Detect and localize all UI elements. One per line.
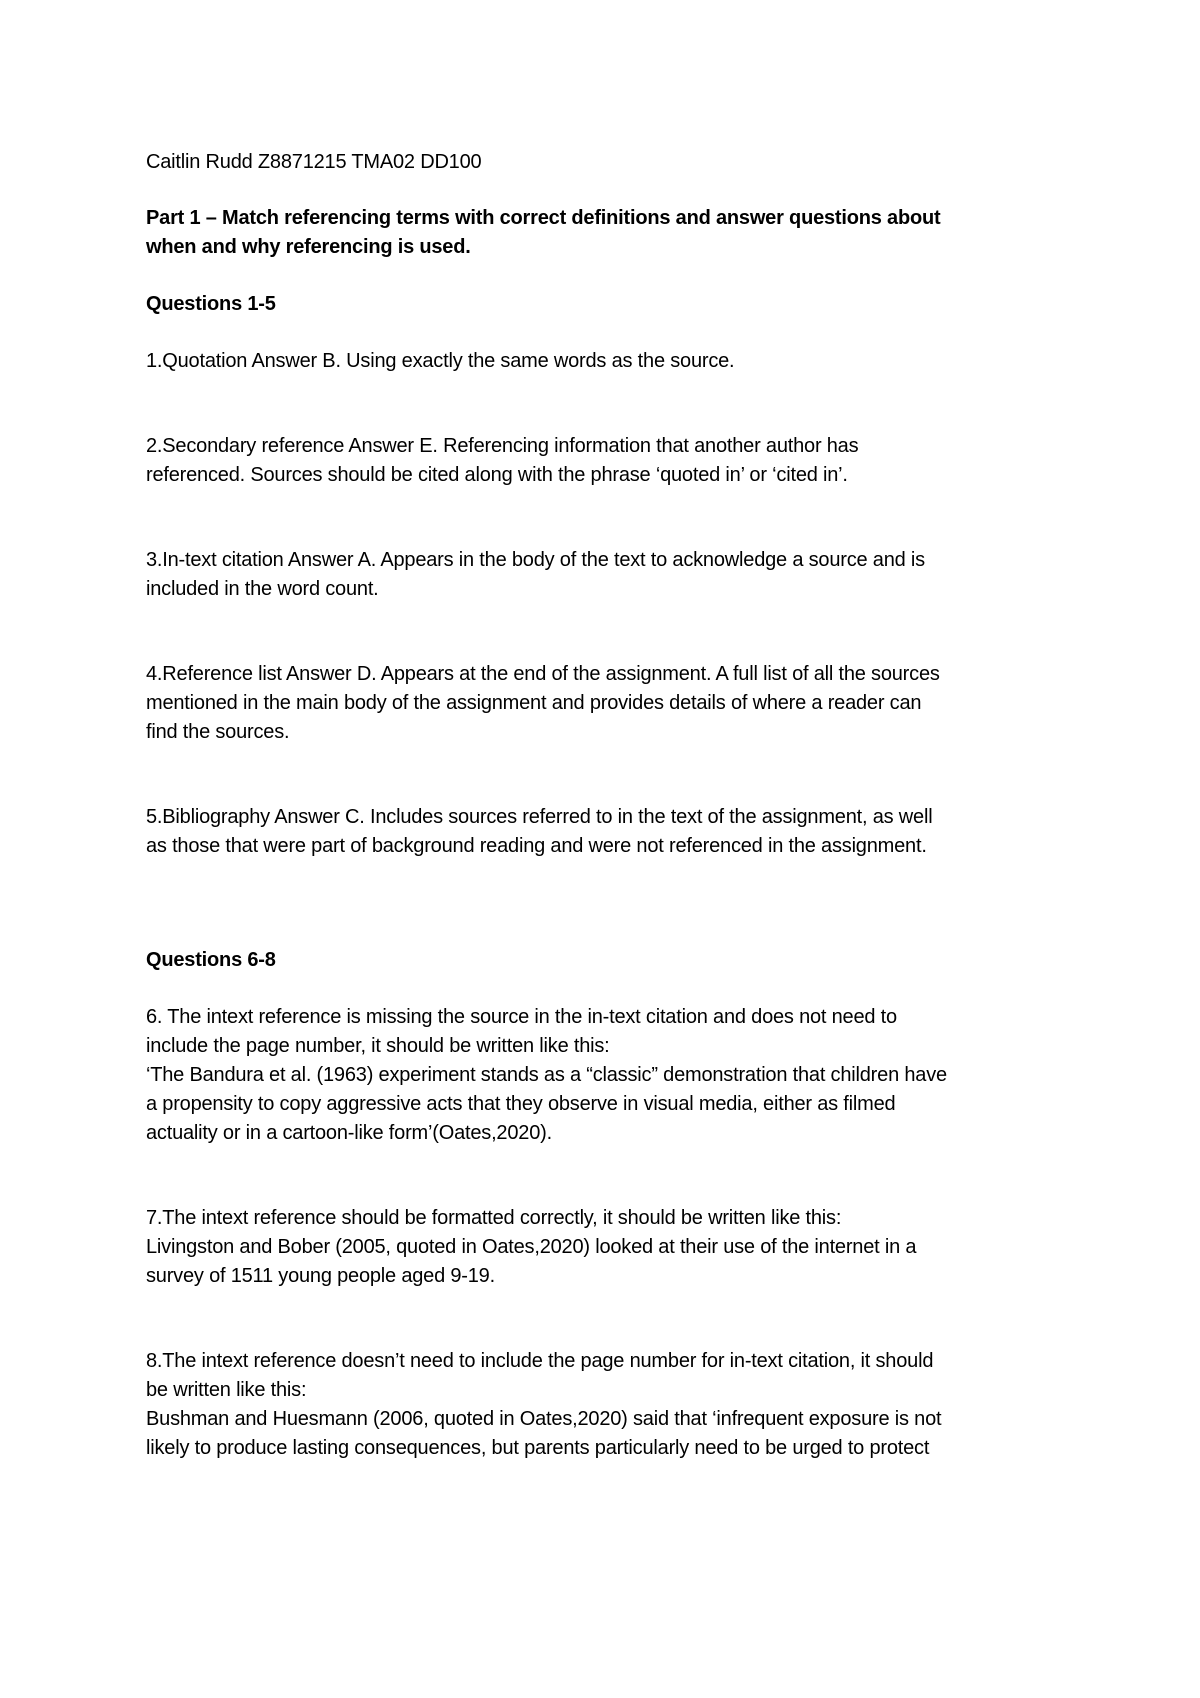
answer-5-line-1: 5.Bibliography Answer C. Includes sources referred to in the text of the assignment, as well — [146, 806, 933, 828]
questions-1-5-heading: Questions 1-5 — [146, 293, 276, 315]
answer-6-line-5: actuality or in a cartoon-like form’(Oates,2020). — [146, 1122, 552, 1144]
answer-6-line-3: ‘The Bandura et al. (1963) experiment stands as a “classic” demonstration that children have — [146, 1064, 947, 1086]
part1-heading-line-2: when and why referencing is used. — [146, 236, 471, 258]
answer-8-line-1: 8.The intext reference doesn’t need to include the page number for in-text citation, it should — [146, 1350, 934, 1372]
questions-6-8-heading: Questions 6-8 — [146, 949, 276, 971]
answer-7-line-1: 7.The intext reference should be formatted correctly, it should be written like this: — [146, 1207, 842, 1229]
answer-8-line-2: be written like this: — [146, 1379, 307, 1401]
answer-7-line-2: Livingston and Bober (2005, quoted in Oates,2020) looked at their use of the internet in a — [146, 1236, 917, 1258]
answer-6-line-1: 6. The intext reference is missing the source in the in-text citation and does not need to — [146, 1006, 897, 1028]
answer-4-line-3: find the sources. — [146, 721, 290, 743]
answer-8-line-4: likely to produce lasting consequences, but parents particularly need to be urged to protect — [146, 1437, 930, 1459]
document-header: Caitlin Rudd Z8871215 TMA02 DD100 — [146, 151, 482, 173]
answer-4-line-1: 4.Reference list Answer D. Appears at the end of the assignment. A full list of all the sources — [146, 663, 940, 685]
answer-5-line-2: as those that were part of background reading and were not referenced in the assignment. — [146, 835, 927, 857]
answer-8-line-3: Bushman and Huesmann (2006, quoted in Oates,2020) said that ‘infrequent exposure is not — [146, 1408, 942, 1430]
answer-1-line-1: 1.Quotation Answer B. Using exactly the same words as the source. — [146, 350, 735, 372]
answer-2-line-1: 2.Secondary reference Answer E. Referencing information that another author has — [146, 435, 859, 457]
answer-3-line-1: 3.In-text citation Answer A. Appears in the body of the text to acknowledge a source and is — [146, 549, 925, 571]
answer-4-line-2: mentioned in the main body of the assignment and provides details of where a reader can — [146, 692, 922, 714]
answer-6-line-4: a propensity to copy aggressive acts that they observe in visual media, either as filmed — [146, 1093, 896, 1115]
answer-2-line-2: referenced. Sources should be cited along with the phrase ‘quoted in’ or ‘cited in’. — [146, 464, 848, 486]
part1-heading-line-1: Part 1 – Match referencing terms with correct definitions and answer questions about — [146, 207, 941, 229]
answer-7-line-3: survey of 1511 young people aged 9-19. — [146, 1265, 495, 1287]
answer-3-line-2: included in the word count. — [146, 578, 379, 600]
answer-6-line-2: include the page number, it should be written like this: — [146, 1035, 610, 1057]
